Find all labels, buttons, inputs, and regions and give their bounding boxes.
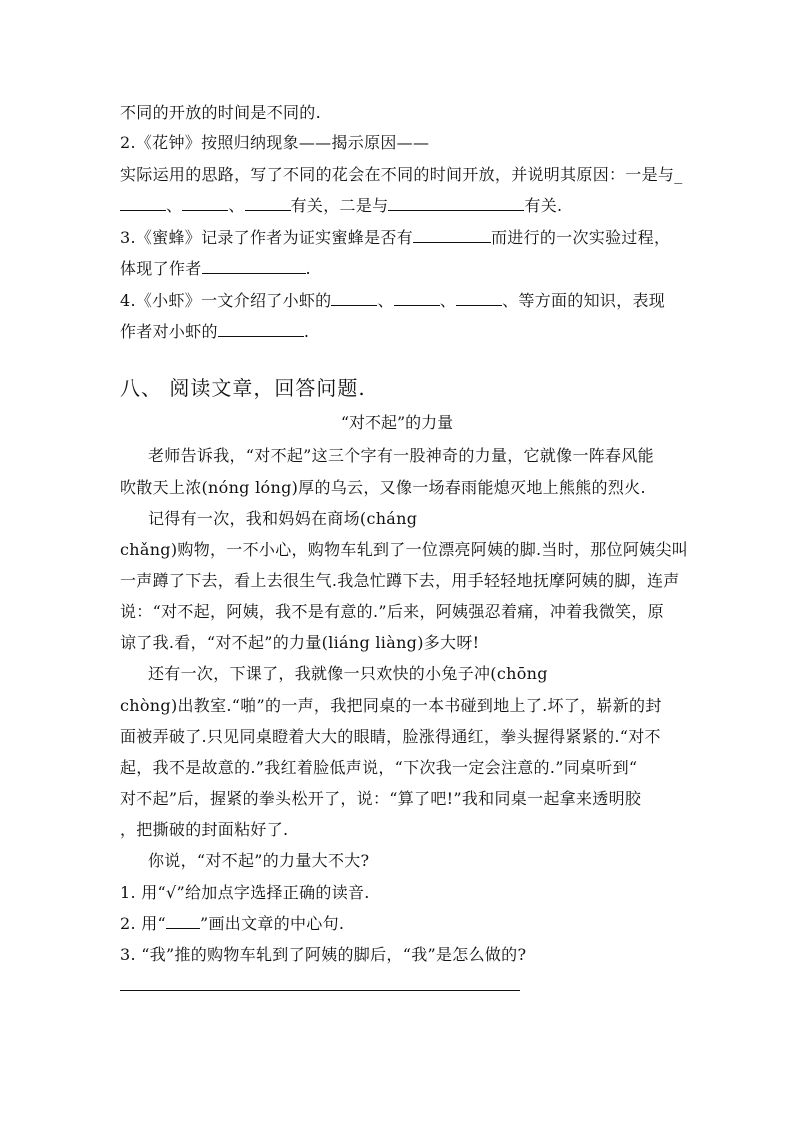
fill-blank[interactable]	[218, 322, 304, 337]
fill-blank[interactable]	[388, 196, 524, 211]
answer-line[interactable]	[120, 990, 520, 991]
paragraph-line: 记得有一次，我和妈妈在商场(cháng	[148, 509, 418, 528]
fill-blank[interactable]	[456, 291, 502, 306]
fill-blank[interactable]	[120, 196, 166, 211]
paragraph-line: 起，我不是故意的.”我红着脸低声说，“下次我一定会注意的.”同桌听到“	[120, 758, 638, 777]
fill-blank[interactable]	[245, 196, 291, 211]
fill-blank[interactable]	[202, 259, 306, 274]
paragraph-line: 面被弄破了.只见同桌瞪着大大的眼睛，脸涨得通红，拳头握得紧紧的.“对不	[120, 727, 661, 746]
paragraph-line: chòng)出教室.“啪”的一声，我把同桌的一本书碰到地上了.坏了，崭新的封	[120, 696, 662, 715]
fill-blank[interactable]	[413, 228, 491, 243]
article-title: “对不起”的力量	[340, 413, 454, 432]
paragraph-line: 老师告诉我，“对不起”这三个字有一股神奇的力量，它就像一阵春风能	[148, 446, 654, 465]
section-heading: 八、 阅读文章，回答问题.	[120, 376, 366, 400]
question-3-blanks: 体现了作者 .	[120, 259, 311, 278]
fill-blank[interactable]	[394, 291, 440, 306]
paragraph-line: 还有一次，下课了，我就像一只欢快的小兔子冲(chōng	[148, 664, 548, 683]
question-3-line: 3.《蜜蜂》记录了作者为证实蜜蜂是否有 而进行的一次实验过程，	[120, 228, 671, 247]
paragraph-line: ，把撕破的封面粘好了.	[120, 820, 289, 839]
paragraph-line: 一声蹲了下去，看上去很生气.我急忙蹲下去，用手轻轻地抚摩阿姨的脚，连声	[120, 571, 680, 590]
paragraph-line: 说：“对不起，阿姨，我不是有意的.”后来，阿姨强忍着痛，冲着我微笑，原	[120, 602, 664, 621]
paragraph-line: chǎng)购物，一不小心，购物车轧到了一位漂亮阿姨的脚.当时，那位阿姨尖叫	[120, 540, 689, 559]
paragraph-line: 谅了我.看，“对不起”的力量(liáng liàng)多大呀!	[120, 633, 480, 652]
fill-blank[interactable]	[331, 291, 377, 306]
fill-blank[interactable]	[182, 196, 228, 211]
question-2-blanks: 、 、 有关，二是与 有关.	[120, 196, 562, 216]
question-2: 2. 用“ ”画出文章的中心句.	[120, 914, 345, 933]
text-line: 实际运用的思路，写了不同的花会在不同的时间开放，并说明其原因：一是与_	[120, 165, 683, 184]
underline-sample	[166, 914, 200, 929]
question-2-line: 2.《花钟》按照归纳现象——揭示原因——	[120, 133, 430, 152]
question-4-blanks: 作者对小虾的 .	[120, 322, 310, 341]
text-line: 不同的开放的时间是不同的.	[120, 103, 321, 122]
question-1: 1. 用“√”给加点字选择正确的读音.	[120, 883, 370, 902]
paragraph-line: 你说，“对不起”的力量大不大?	[148, 851, 370, 870]
question-4-line: 4.《小虾》一文介绍了小虾的 、 、 、等方面的知识，表现	[120, 291, 666, 310]
question-3: 3. “我”推的购物车轧到了阿姨的脚后，“我”是怎么做的?	[120, 945, 527, 964]
paragraph-line: 对不起”后，握紧的拳头松开了，说：“算了吧!”我和同桌一起拿来透明胶	[120, 789, 642, 808]
paragraph-line: 吹散天上浓(nóng lóng)厚的乌云，又像一场春雨能熄灭地上熊熊的烈火.	[120, 478, 646, 497]
